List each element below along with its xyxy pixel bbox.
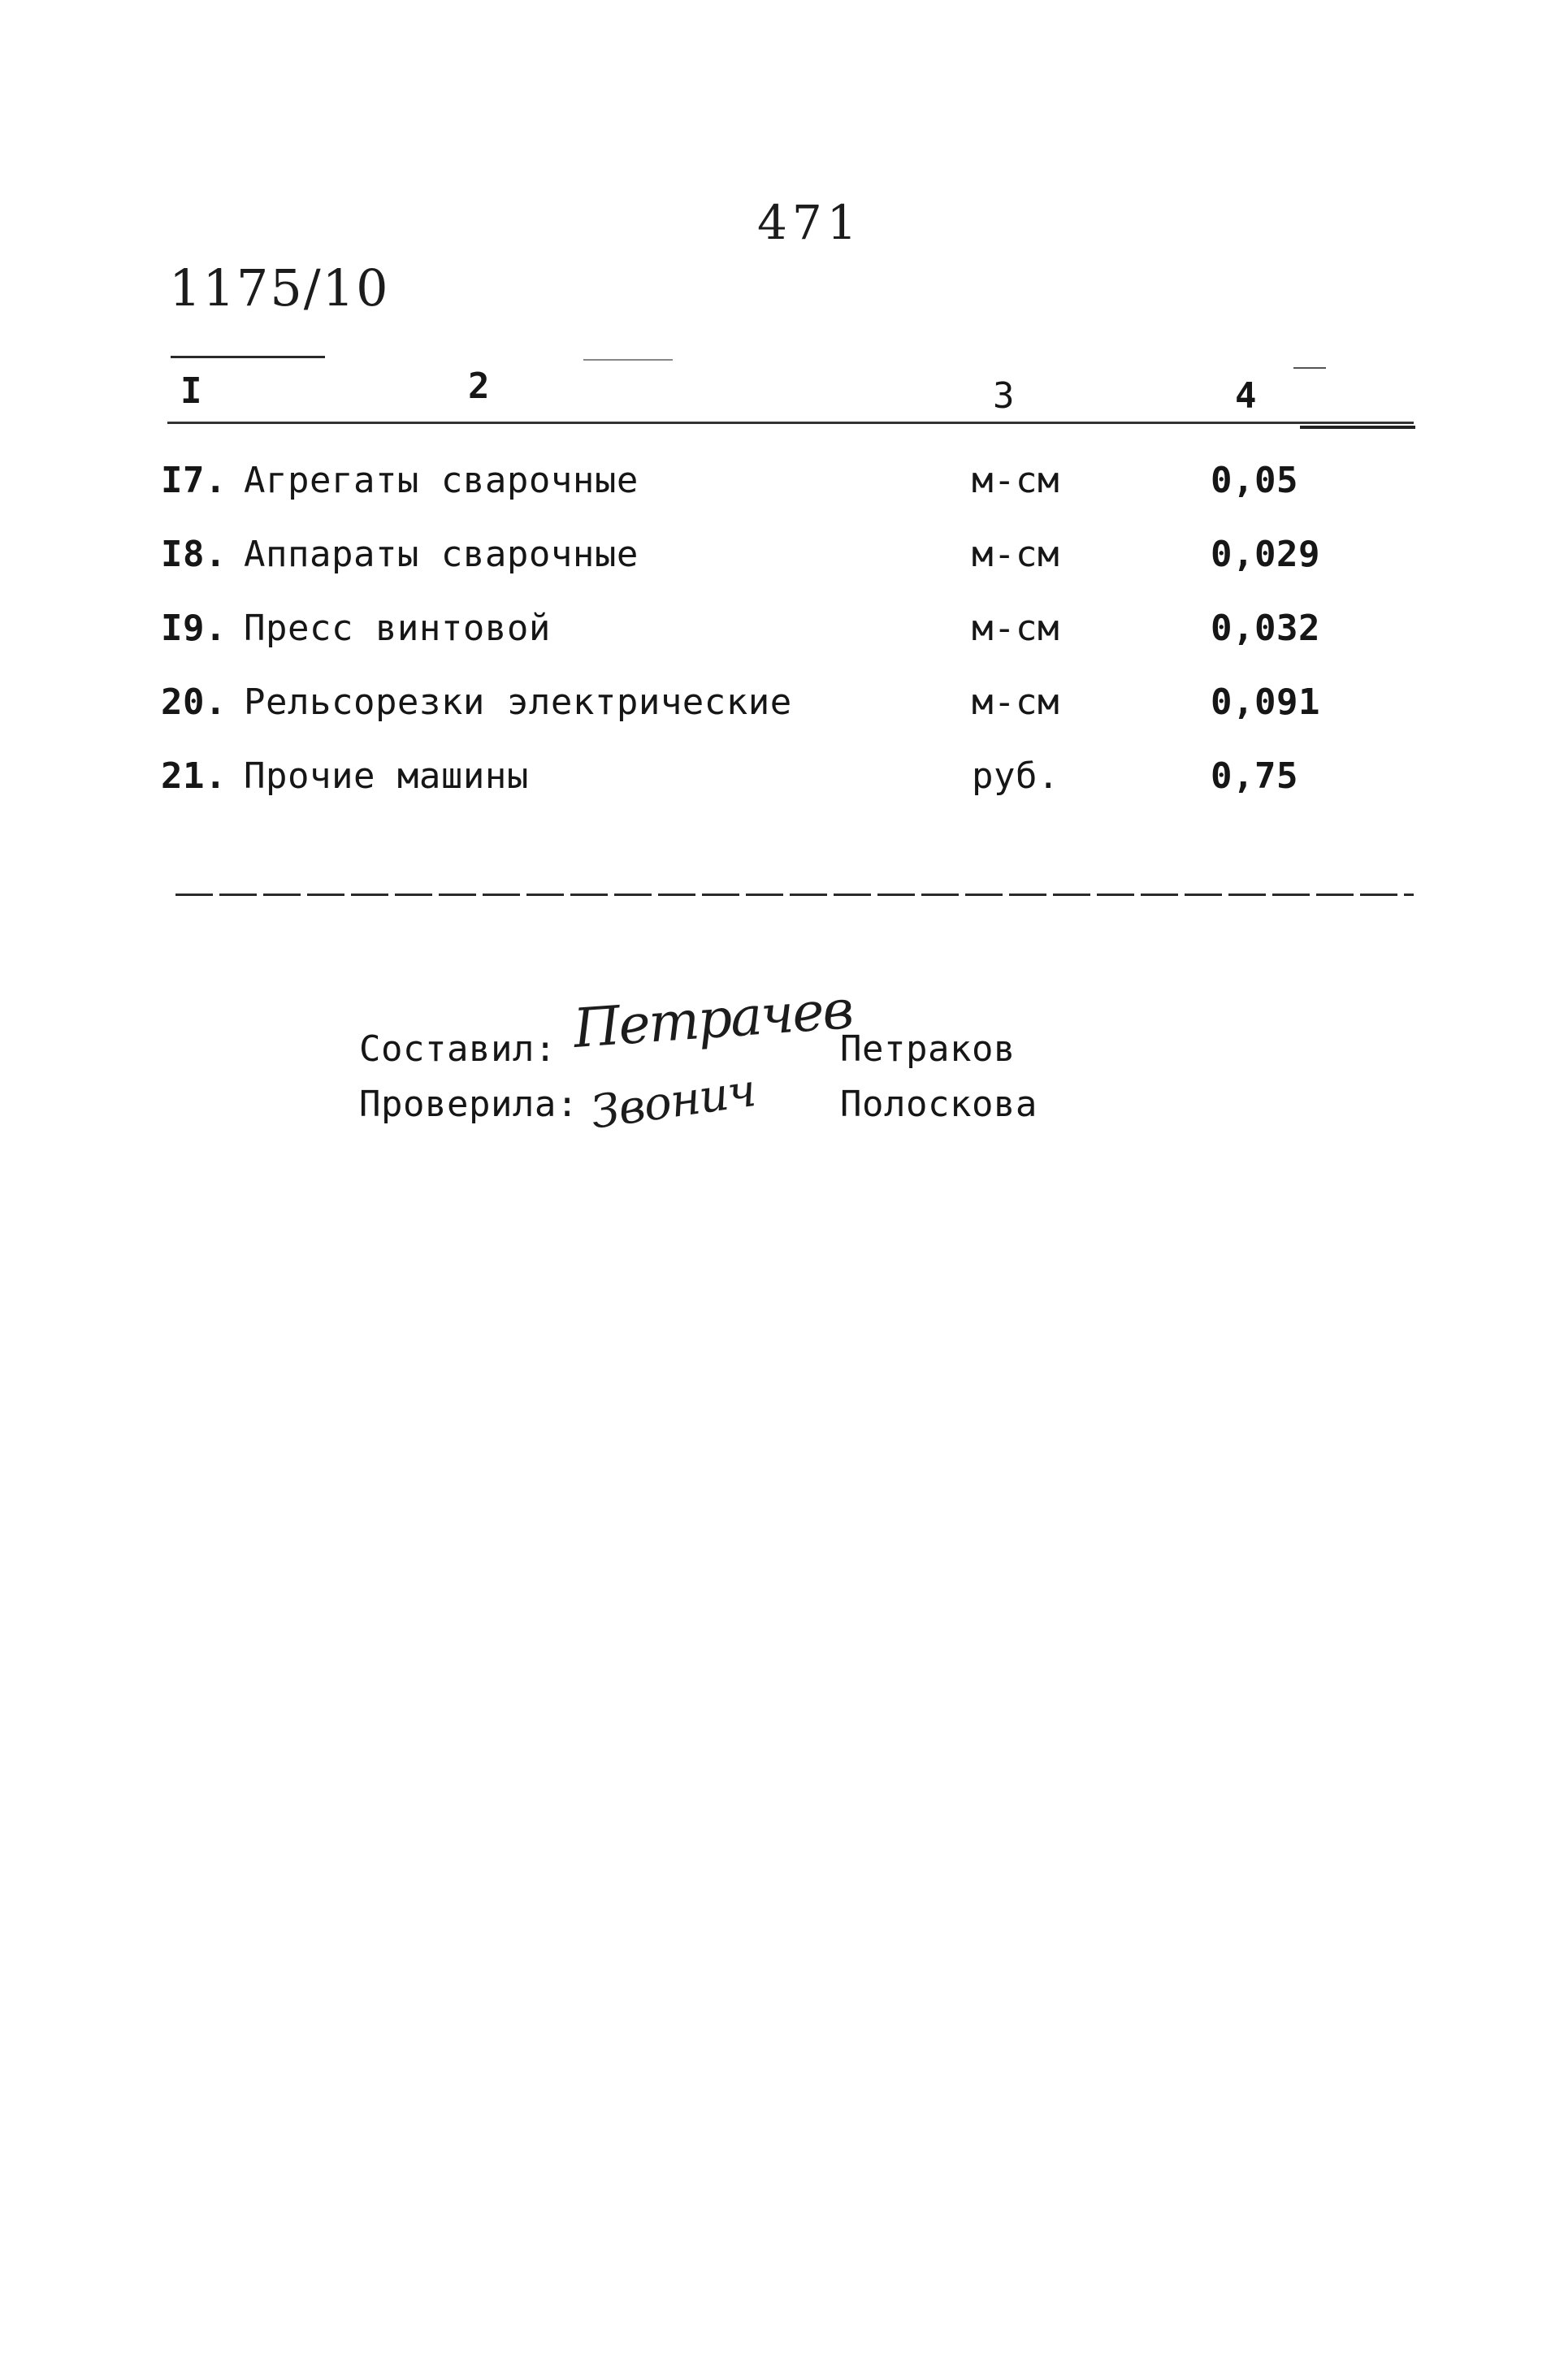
table-row: [0, 678, 1564, 727]
row-name: Пресс винтовой: [244, 608, 551, 649]
row-unit: м-см: [972, 534, 1059, 575]
row-value: 0,029: [1211, 534, 1320, 575]
page-number: 471: [757, 195, 862, 250]
row-unit: м-см: [972, 682, 1059, 723]
header-top-rule-mid: [583, 359, 673, 361]
row-number: I7.: [161, 460, 227, 501]
column-header-3: 3: [993, 375, 1015, 417]
compiled-by-label: Составил:: [359, 1028, 557, 1070]
document-code: 1175/10: [169, 258, 390, 318]
row-number: 21.: [161, 755, 227, 797]
column-header-1: I: [180, 370, 202, 412]
table-row: [0, 752, 1564, 801]
header-underline: [167, 422, 1414, 424]
row-value: 0,032: [1211, 608, 1320, 649]
column-header-4: 4: [1235, 375, 1257, 417]
row-number: I8.: [161, 534, 227, 575]
checked-by-signature: Звонич: [587, 1064, 759, 1140]
compiled-by-name: Петраков: [840, 1028, 1016, 1070]
row-name: Аппараты сварочные: [244, 534, 639, 575]
table-row: [0, 457, 1564, 505]
header-underline-right: [1300, 426, 1415, 429]
column-header-2: 2: [468, 366, 490, 407]
row-number: 20.: [161, 682, 227, 723]
row-unit: м-см: [972, 608, 1059, 649]
table-row: [0, 530, 1564, 579]
header-top-rule-left: [171, 356, 325, 358]
table-row: [0, 604, 1564, 653]
row-value: 0,091: [1211, 682, 1320, 723]
row-name: Агрегаты сварочные: [244, 460, 639, 501]
row-value: 0,05: [1211, 460, 1298, 501]
row-name: Прочие машины: [244, 755, 529, 797]
checked-by-name: Полоскова: [840, 1084, 1038, 1125]
row-unit: м-см: [972, 460, 1059, 501]
row-name: Рельсорезки электрические: [244, 682, 792, 723]
checked-by-label: Проверила:: [359, 1084, 578, 1125]
table-bottom-rule: [175, 894, 1414, 896]
compiled-by-signature: Петрачев: [571, 978, 855, 1060]
header-top-rule-right: [1293, 367, 1326, 369]
row-value: 0,75: [1211, 755, 1298, 797]
row-unit: руб.: [972, 755, 1059, 797]
row-number: I9.: [161, 608, 227, 649]
